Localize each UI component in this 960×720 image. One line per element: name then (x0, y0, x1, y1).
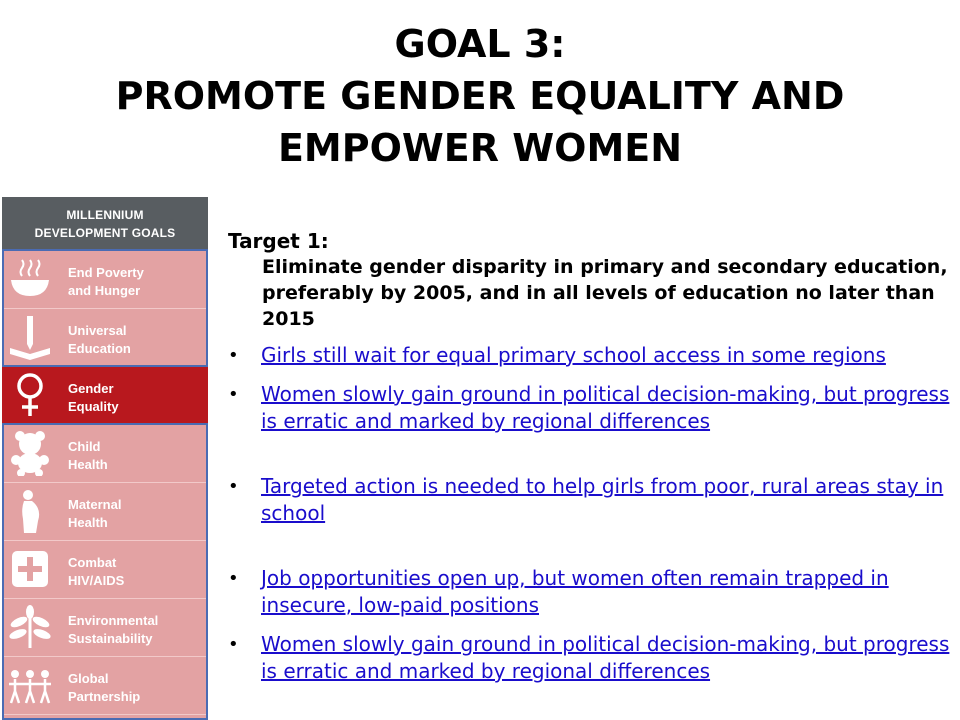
sidebar-item-label: Environmental Sustainability (68, 613, 159, 646)
highlight-frame-top (2, 249, 208, 367)
bullet-link[interactable]: Targeted action is needed to help girls from poor, rural areas stay in school (261, 474, 944, 525)
sidebar-item-label: Gender Equality (68, 381, 119, 414)
bullet-link[interactable]: Women slowly gain ground in political decision-making, but progress is erratic and marked by regional differences (261, 632, 950, 683)
mdg-sidebar (2, 197, 208, 720)
list-item (228, 565, 953, 619)
bullet-icon: • (228, 568, 239, 589)
target-label: Target 1: (228, 229, 329, 253)
slide-title (0, 18, 960, 174)
female-symbol-icon (8, 372, 52, 418)
list-item (228, 381, 953, 435)
content-area (228, 228, 953, 685)
bullet-link[interactable]: Women slowly gain ground in political decision-making, but progress is erratic and marked by regional differences (261, 382, 950, 433)
list-item (228, 342, 953, 369)
sidebar-header: MILLENNIUM DEVELOPMENT GOALS (2, 197, 208, 251)
title-line-1: GOAL 3: (394, 22, 566, 66)
bullet-icon: • (228, 384, 239, 405)
bullet-icon: • (228, 634, 239, 655)
sidebar-item-label: End Poverty and Hunger (68, 265, 144, 298)
sidebar-item-label: Global Partnership (68, 671, 141, 704)
bullet-icon: • (228, 345, 239, 366)
title-line-2: PROMOTE GENDER EQUALITY AND EMPOWER WOMEN (115, 74, 845, 170)
bullet-link[interactable]: Girls still wait for equal primary school access in some regions (261, 343, 886, 367)
list-item (228, 631, 953, 685)
target-block (228, 228, 953, 332)
sidebar-item-label: Universal Education (68, 323, 131, 356)
sidebar-item-label: Child Health (68, 439, 108, 472)
sidebar-item-gender[interactable] (2, 367, 208, 425)
sidebar-item-label: Combat HIV/AIDS (68, 555, 125, 588)
highlight-frame-bottom (2, 423, 208, 720)
list-item (228, 473, 953, 527)
bullet-list (228, 342, 953, 685)
bullet-link[interactable]: Job opportunities open up, but women often remain trapped in insecure, low-paid positions (261, 566, 889, 617)
bullet-icon: • (228, 476, 239, 497)
target-text: Eliminate gender disparity in primary and secondary education, preferably by 2005, and in all levels of education no later than 2015 (262, 256, 948, 330)
sidebar-item-label: Maternal Health (68, 497, 122, 530)
